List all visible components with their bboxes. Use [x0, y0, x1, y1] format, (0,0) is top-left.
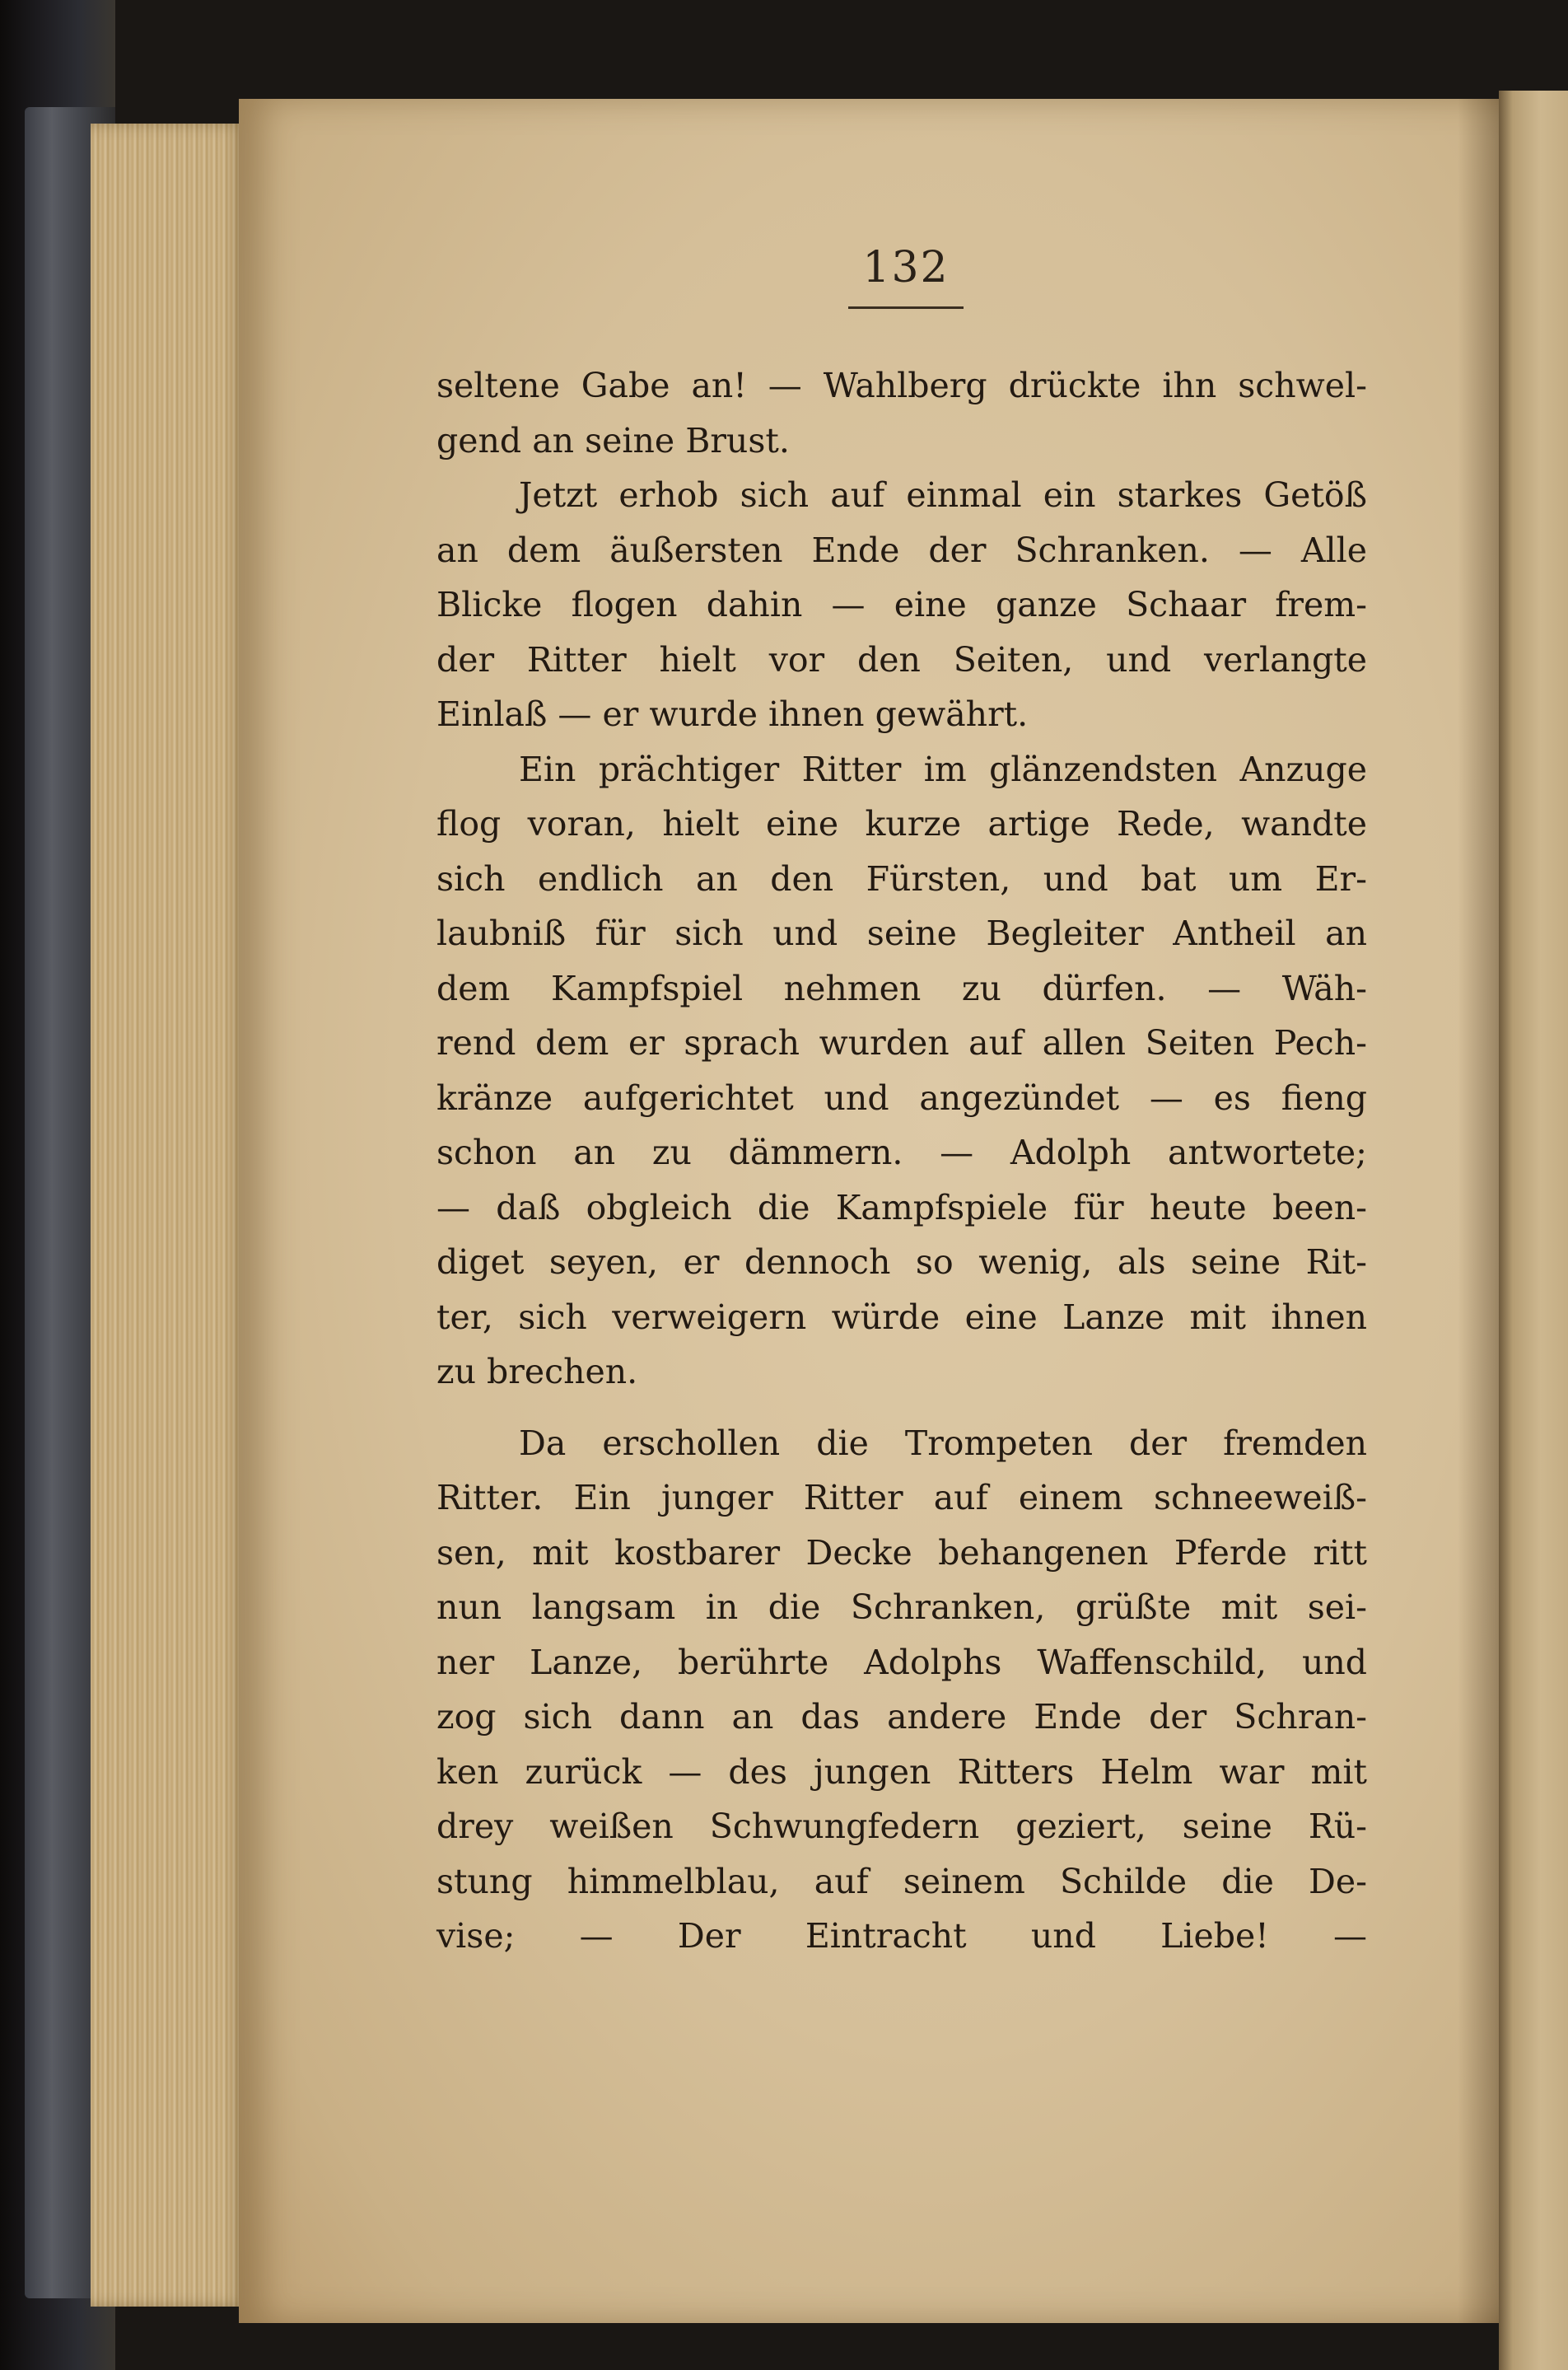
paragraph [436, 742, 1367, 1400]
text-line: der Ritter hielt vor den Seiten, und verlangte [436, 639, 1367, 680]
text-line: ner Lanze, berührte Adolphs Waffenschild, und [436, 1642, 1367, 1682]
page-edges [91, 124, 247, 2307]
text-line: drey weißen Schwungfedern geziert, seine Rü- [436, 1807, 1367, 1846]
text-line: Da erschollen die Trompeten der fremden [519, 1423, 1367, 1463]
page-number-rule [848, 306, 964, 309]
paragraph [436, 1416, 1367, 1964]
text-line: kränze aufgerichtet und angezündet — es fieng [436, 1077, 1367, 1118]
text-line: Jetzt erhob sich auf einmal ein starkes Getöß [519, 475, 1367, 515]
text-line: ken zurück — des jungen Ritters Helm war mit [436, 1751, 1367, 1792]
text-line: nun langsam in die Schranken, grüßte mit sei- [436, 1587, 1367, 1627]
text-line: sen, mit kostbarer Decke behangenen Pferde ritt [436, 1532, 1367, 1573]
text-line: zog sich dann an das andere Ende der Schran- [436, 1697, 1367, 1737]
text-line: Ein prächtiger Ritter im glänzendsten Anzuge [519, 749, 1367, 789]
page-number: 132 [862, 243, 950, 292]
paragraph [436, 468, 1367, 742]
text-line: dem Kampfspiel nehmen zu dürfen. — Wäh- [436, 968, 1367, 1008]
next-page-edge [1499, 91, 1568, 2370]
text-line: vise; — Der Eintracht und Liebe! — [436, 1916, 1367, 1956]
text-line: flog voran, hielt eine kurze artige Rede, wandte [436, 804, 1367, 844]
text-line: schon an zu dämmern. — Adolph antwortete; [436, 1133, 1367, 1172]
text-line: Blicke flogen dahin — eine ganze Schaar frem- [436, 585, 1367, 624]
text-line: an dem äußersten Ende der Schranken. — Alle [436, 530, 1367, 570]
text-line: ter, sich verweigern würde eine Lanze mit ihnen [436, 1297, 1367, 1337]
paragraph-gap [436, 1400, 1367, 1416]
text-line: — daß obgleich die Kampfspiele für heute been- [436, 1187, 1367, 1227]
text-line: gend an seine Brust. [436, 420, 790, 460]
text-line: Ritter. Ein junger Ritter auf einem schneeweiß- [436, 1478, 1367, 1517]
text-line: zu brechen. [436, 1352, 638, 1391]
page-text [436, 358, 1367, 1964]
text-line: rend dem er sprach wurden auf allen Seiten Pech- [436, 1023, 1367, 1063]
text-line: Einlaß — er wurde ihnen gewährt. [436, 694, 1029, 734]
text-line: diget seyen, er dennoch so wenig, als seine Rit- [436, 1242, 1367, 1282]
text-line: stung himmelblau, auf seinem Schilde die De- [436, 1861, 1367, 1901]
paragraph [436, 358, 1367, 468]
text-line: seltene Gabe an! — Wahlberg drückte ihn schwel- [436, 366, 1367, 405]
text-line: sich endlich an den Fürsten, und bat um Er- [436, 858, 1367, 899]
text-line: laubniß für sich und seine Begleiter Antheil an [436, 914, 1367, 953]
